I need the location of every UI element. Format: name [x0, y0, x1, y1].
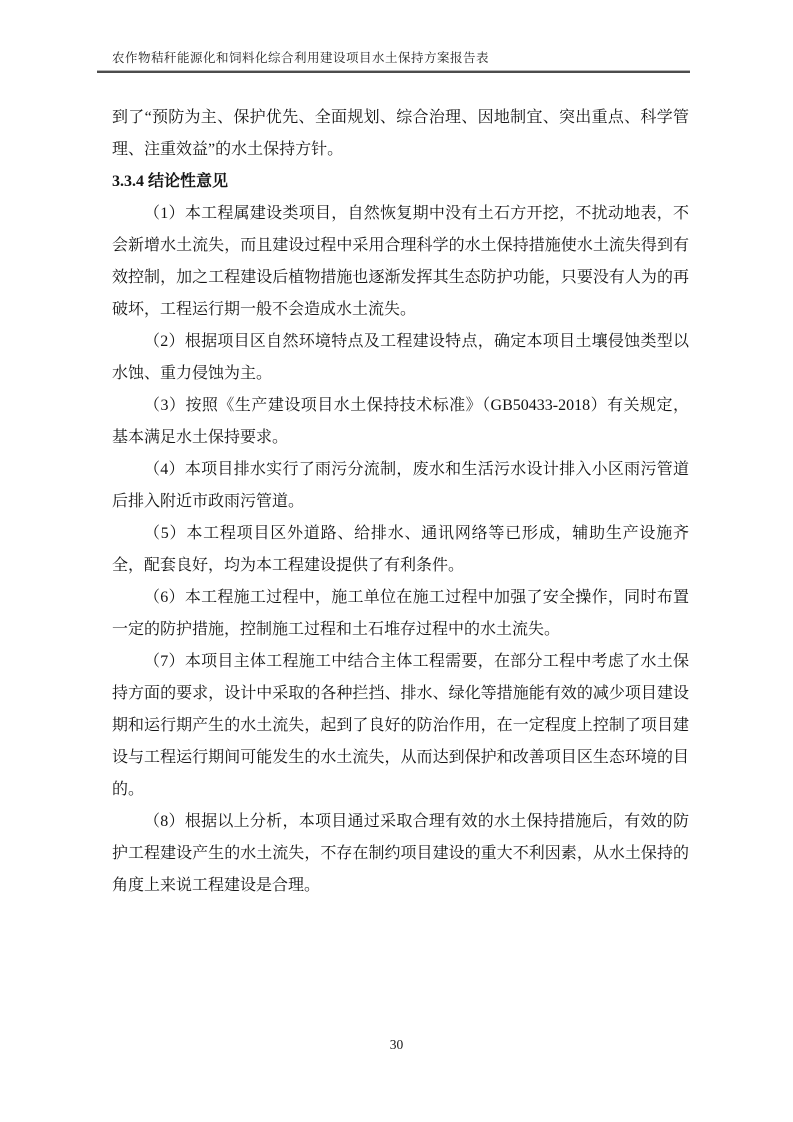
- conclusion-paragraph-1: （1）本工程属建设类项目，自然恢复期中没有土石方开挖，不扰动地表，不会新增水土流失，而且建设过程中采用合理科学的水土保持措施使水土流失得到有效控制，加之工程建设后植物措施也逐渐发挥其生态防护功能，只要没有人为的再破坏，工程运行期一般不会造成水土流失。: [112, 205, 689, 318]
- page-header: [97, 48, 690, 73]
- page-number: 30: [389, 1037, 404, 1052]
- page-footer: [0, 1036, 793, 1054]
- conclusion-paragraph-4: （4）本项目排水实行了雨污分流制，废水和生活污水设计排入小区雨污管道后排入附近市政雨污管道。: [112, 461, 689, 510]
- document-body: [112, 102, 689, 902]
- header-rule: [97, 70, 690, 73]
- conclusion-paragraph-8: （8）根据以上分析，本项目通过采取合理有效的水土保持措施后，有效的防护工程建设产生的水土流失，不存在制约项目建设的重大不利因素，从水土保持的角度上来说工程建设是合理。: [112, 813, 689, 894]
- section-heading: 3.3.4 结论性意见: [112, 173, 229, 190]
- conclusion-paragraph-5: （5）本工程项目区外道路、给排水、通讯网络等已形成，辅助生产设施齐全，配套良好，均为本工程建设提供了有利条件。: [112, 525, 689, 574]
- conclusion-paragraph-7: （7）本项目主体工程施工中结合主体工程需要，在部分工程中考虑了水土保持方面的要求，设计中采取的各种拦挡、排水、绿化等措施能有效的减少项目建设期和运行期产生的水土流失，起到了良好的防治作用，在一定程度上控制了项目建设与工程运行期间可能发生的水土流失，从而达到保护和改善项目区生态环境的目的。: [112, 653, 689, 798]
- paragraph-intro: 到了“预防为主、保护优先、全面规划、综合治理、因地制宜、突出重点、科学管理、注重效益”的水土保持方针。: [112, 109, 689, 158]
- conclusion-paragraph-2: （2）根据项目区自然环境特点及工程建设特点，确定本项目土壤侵蚀类型以水蚀、重力侵蚀为主。: [112, 333, 689, 382]
- conclusion-paragraph-6: （6）本工程施工过程中，施工单位在施工过程中加强了安全操作，同时布置一定的防护措施，控制施工过程和土石堆存过程中的水土流失。: [112, 589, 689, 638]
- conclusion-paragraph-3: （3）按照《生产建设项目水土保持技术标准》（GB50433-2018）有关规定，基本满足水土保持要求。: [112, 397, 689, 446]
- header-title: 农作物秸秆能源化和饲料化综合利用建设项目水土保持方案报告表: [112, 51, 490, 65]
